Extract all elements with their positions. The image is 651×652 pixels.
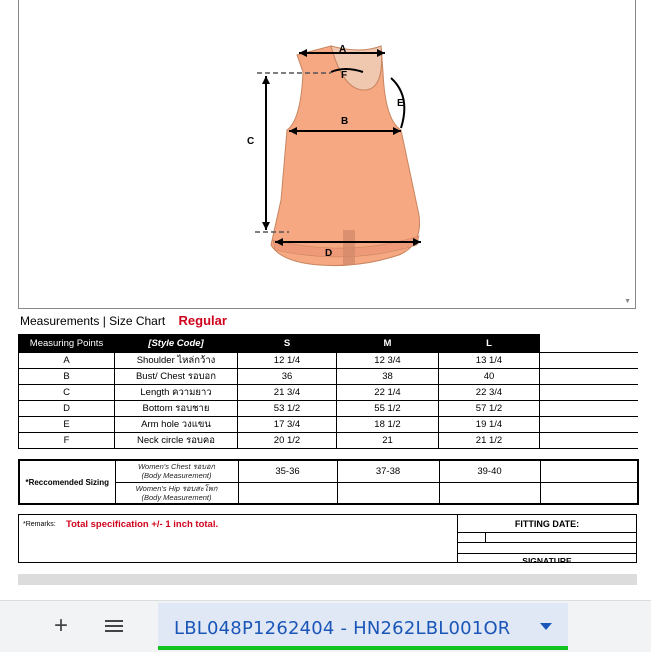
cell-desc[interactable]: Length ความยาว	[115, 385, 238, 401]
cell-point[interactable]: E	[19, 417, 115, 433]
sizing-hip-line1: Women's Hip รอบสะโพก	[135, 483, 218, 493]
table-row	[19, 417, 638, 433]
signature-label[interactable]: SIGNATURE	[522, 556, 572, 563]
measurements-title: Measurements | Size Chart	[20, 314, 166, 328]
recommended-sizing-table	[18, 459, 639, 505]
cell-s[interactable]: 53 1/2	[238, 401, 337, 417]
sizing-chest-l[interactable]: 39-40	[439, 460, 540, 482]
caret-down-icon[interactable]	[540, 623, 552, 630]
horizontal-scrollbar[interactable]	[18, 574, 637, 585]
cell-m[interactable]: 18 1/2	[337, 417, 439, 433]
cell-blank[interactable]	[540, 369, 638, 385]
remarks-box[interactable]	[18, 514, 458, 563]
cell-desc[interactable]: Shoulder ไหล่กว้าง	[115, 353, 238, 369]
cell-m[interactable]: 22 1/4	[337, 385, 439, 401]
resize-handle-icon[interactable]: ▼	[624, 298, 631, 305]
sizing-chest-s[interactable]: 35-36	[238, 460, 337, 482]
sizing-chest-line1: Women's Chest รอบอก	[137, 462, 216, 472]
sizing-hip-m[interactable]	[337, 482, 439, 504]
cell-l[interactable]: 19 1/4	[439, 417, 540, 433]
cell-desc[interactable]: Arm hole วงแขน	[115, 417, 238, 433]
cell-s[interactable]: 20 1/2	[238, 433, 337, 449]
cell-l[interactable]: 13 1/4	[439, 353, 540, 369]
cell-point[interactable]: A	[19, 353, 115, 369]
header-size-l[interactable]: L	[439, 335, 540, 353]
garment-diagram-image[interactable]	[18, 0, 636, 309]
sheet-tab-active[interactable]	[158, 603, 568, 650]
cell-desc[interactable]: Bust/ Chest รอบอก	[115, 369, 238, 385]
cell-blank[interactable]	[540, 353, 638, 369]
header-size-m[interactable]: M	[337, 335, 439, 353]
cell-desc[interactable]: Bottom รอบชาย	[115, 401, 238, 417]
cell-l[interactable]: 40	[439, 369, 540, 385]
sizing-hip-line2: (Body Measurement)	[141, 492, 212, 502]
sizing-label[interactable]: *Reccomended Sizing	[19, 460, 115, 504]
header-style-code[interactable]: [Style Code]	[115, 335, 238, 353]
cell-point[interactable]: C	[19, 385, 115, 401]
cell-l[interactable]: 22 3/4	[439, 385, 540, 401]
cell-m[interactable]: 38	[337, 369, 439, 385]
fitting-box	[457, 514, 637, 563]
cell-m[interactable]: 55 1/2	[337, 401, 439, 417]
sizing-hip-blank[interactable]	[540, 482, 638, 504]
sizing-chest-desc[interactable]	[115, 460, 238, 482]
diagram-label-b: B	[341, 116, 349, 127]
diagram-label-e: E	[397, 98, 404, 109]
sizing-chest-blank[interactable]	[540, 460, 638, 482]
sizing-chest-m[interactable]: 37-38	[337, 460, 439, 482]
cell-desc[interactable]: Neck circle รอบคอ	[115, 433, 238, 449]
table-row	[19, 369, 638, 385]
size-chart-title	[20, 313, 227, 328]
cell-s[interactable]: 17 3/4	[238, 417, 337, 433]
table-header-row	[19, 335, 638, 353]
diagram-label-f: F	[341, 70, 348, 81]
cell-blank[interactable]	[540, 401, 638, 417]
sizing-hip-s[interactable]	[238, 482, 337, 504]
table-row	[19, 433, 638, 449]
cell-blank[interactable]	[540, 417, 638, 433]
plus-icon[interactable]: +	[53, 612, 68, 639]
cell-m[interactable]: 21	[337, 433, 439, 449]
cell-l[interactable]: 57 1/2	[439, 401, 540, 417]
cell-point[interactable]: B	[19, 369, 115, 385]
cell-blank[interactable]	[540, 433, 638, 449]
table-row	[19, 353, 638, 369]
cell-s[interactable]: 36	[238, 369, 337, 385]
cell-s[interactable]: 12 1/4	[238, 353, 337, 369]
diagram-label-c: C	[247, 136, 255, 147]
fitting-date-cell[interactable]	[458, 532, 636, 543]
sheet-tab-bar	[0, 600, 651, 652]
remarks-text: Total specification +/- 1 inch total.	[66, 519, 219, 530]
cell-point[interactable]: D	[19, 401, 115, 417]
sheet-tab-label: LBL048P1262404 - HN262LBL001OR	[174, 618, 511, 639]
sizing-hip-desc[interactable]	[115, 482, 238, 504]
active-tab-indicator	[158, 646, 568, 650]
fit-label: Regular	[178, 313, 227, 328]
cell-s[interactable]: 21 3/4	[238, 385, 337, 401]
remarks-label: *Remarks:	[23, 521, 56, 528]
table-row	[19, 385, 638, 401]
diagram-label-d: D	[325, 248, 333, 259]
cell-m[interactable]: 12 3/4	[337, 353, 439, 369]
header-size-s[interactable]: S	[238, 335, 337, 353]
hamburger-menu-icon[interactable]	[101, 613, 127, 639]
sizing-row-chest	[19, 460, 638, 482]
measurement-table	[18, 334, 638, 449]
cell-divider	[485, 532, 486, 542]
cell-point[interactable]: F	[19, 433, 115, 449]
diagram-label-a: A	[339, 44, 347, 55]
sizing-chest-line2: (Body Measurement)	[141, 471, 212, 481]
fitting-date-label[interactable]: FITTING DATE:	[458, 515, 636, 533]
tank-top-diagram	[19, 0, 635, 308]
sizing-hip-l[interactable]	[439, 482, 540, 504]
cell-blank[interactable]	[540, 385, 638, 401]
header-measuring-points[interactable]: Measuring Points	[19, 335, 115, 353]
cell-l[interactable]: 21 1/2	[439, 433, 540, 449]
table-row	[19, 401, 638, 417]
header-blank-cell[interactable]	[540, 335, 638, 353]
